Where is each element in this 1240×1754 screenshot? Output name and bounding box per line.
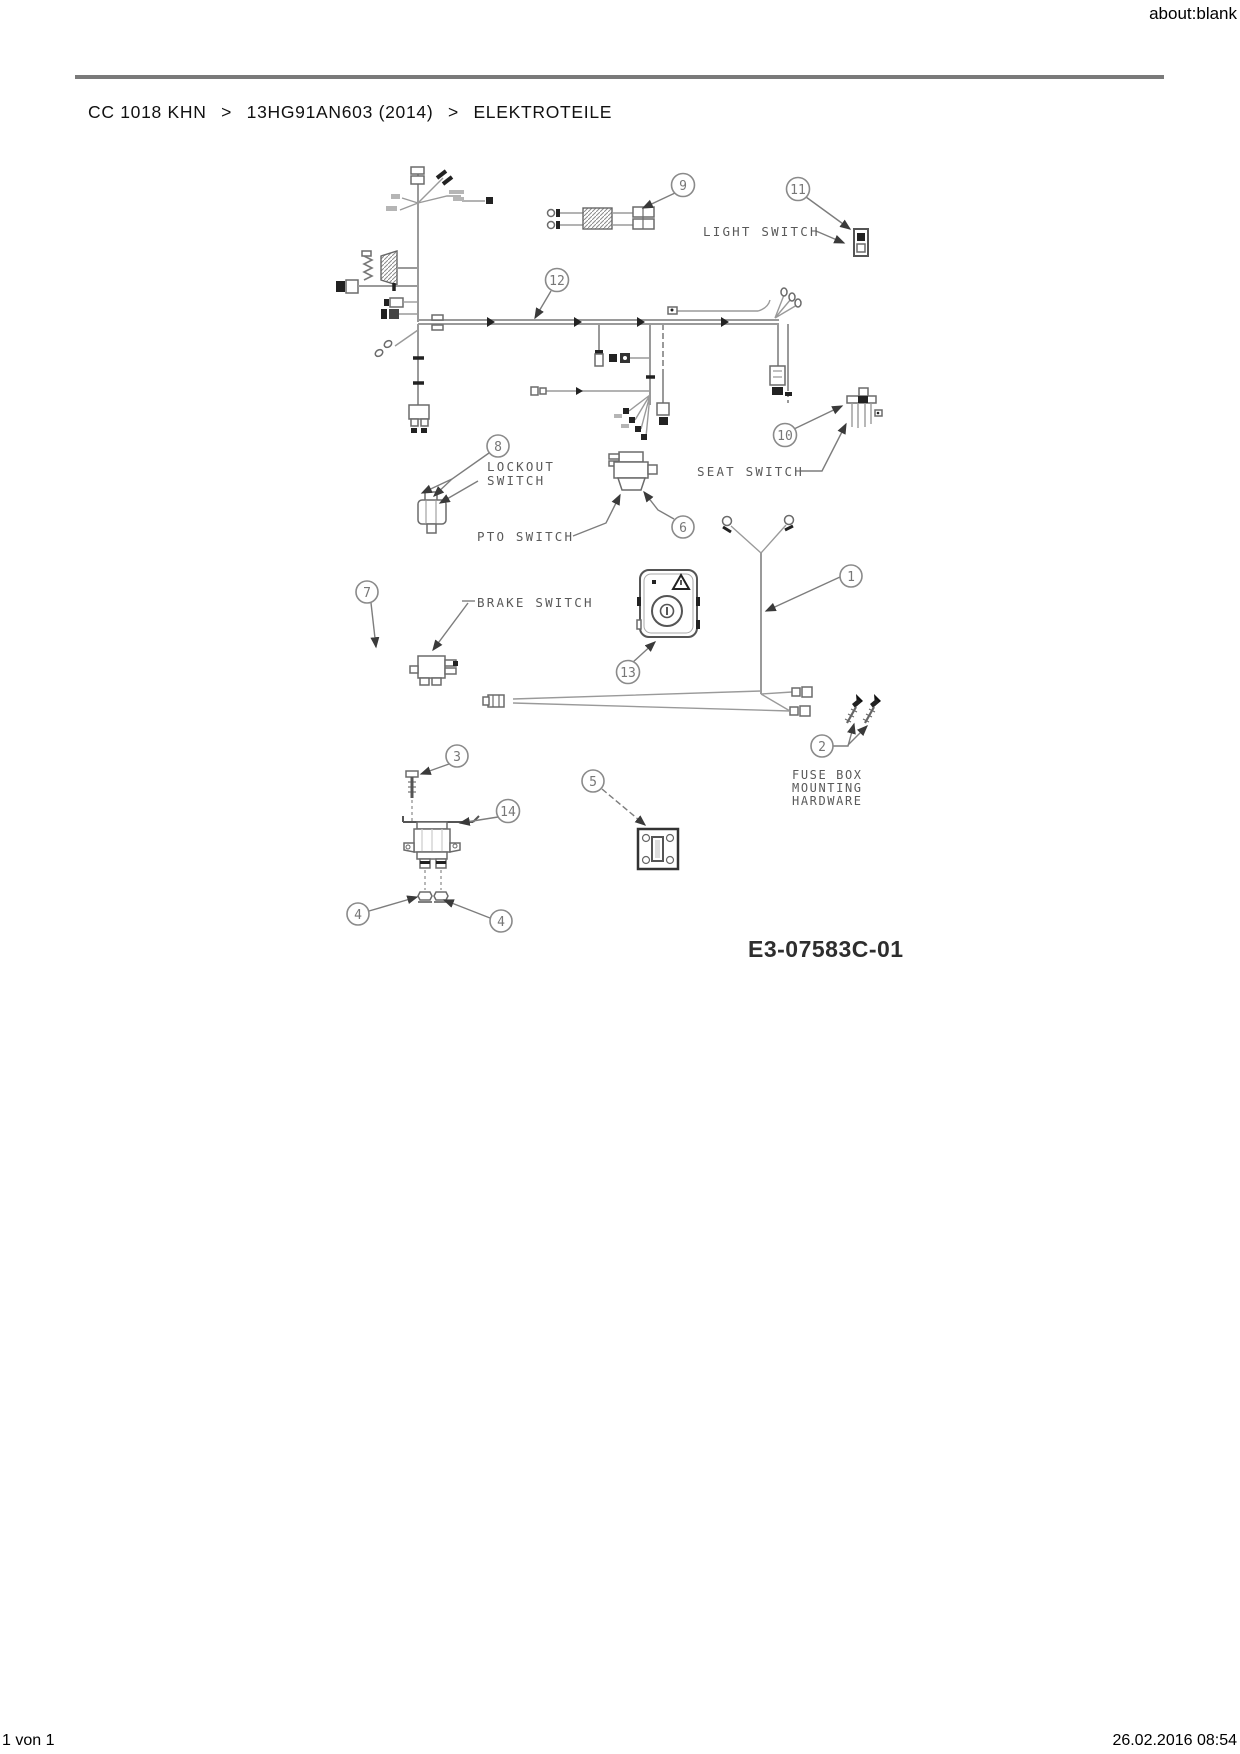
label-brake-switch: BRAKE SWITCH	[477, 595, 594, 610]
callout-7-number: 7	[363, 586, 371, 601]
callout-3-number: 3	[453, 750, 461, 765]
callout-12-number: 12	[549, 274, 565, 289]
callout-11	[787, 178, 810, 201]
callout-4-right-number: 4	[497, 915, 505, 930]
callout-3	[446, 745, 468, 767]
callout-8-number: 8	[494, 440, 502, 455]
fuse-box	[638, 829, 678, 869]
print-header-url: about:blank	[1149, 4, 1237, 23]
harness-branches	[531, 324, 669, 440]
label-fuse-box-line2: MOUNTING	[792, 781, 863, 795]
callout-9	[672, 174, 695, 197]
starter-relay-assembly	[403, 771, 479, 902]
callout-11-number: 11	[790, 183, 806, 198]
callout-4-left	[347, 903, 369, 925]
label-lockout-switch-line1: LOCKOUT	[487, 459, 556, 474]
callout-1-number: 1	[847, 570, 855, 585]
callout-13-number: 13	[620, 666, 636, 681]
breadcrumb-model: CC 1018 KHN	[88, 102, 207, 122]
label-pto-switch: PTO SWITCH	[477, 529, 575, 544]
callout-10	[774, 424, 797, 447]
callout-7	[356, 581, 378, 603]
callout-6	[672, 516, 694, 538]
pto-switch	[609, 452, 657, 490]
callout-2-number: 2	[818, 740, 826, 755]
mounting-screws	[845, 694, 881, 723]
breadcrumb-article: 13HG91AN603 (2014)	[246, 102, 434, 122]
label-fuse-box-line3: HARDWARE	[792, 794, 863, 808]
leader-lines	[369, 193, 867, 918]
print-footer-datetime: 26.02.2016 08:54	[1112, 1732, 1237, 1749]
callout-10-number: 10	[777, 429, 793, 444]
callout-14-number: 14	[500, 805, 516, 820]
callout-4-right	[490, 910, 512, 932]
callout-1	[840, 565, 862, 587]
callout-4-left-number: 4	[354, 908, 362, 923]
label-seat-switch: SEAT SWITCH	[697, 464, 804, 479]
label-fuse-box-line1: FUSE BOX	[792, 768, 863, 782]
harness-trunk	[336, 167, 493, 322]
label-lockout-switch-line2: SWITCH	[487, 473, 546, 488]
callout-2	[811, 735, 833, 757]
breadcrumb-separator: >	[221, 102, 233, 122]
callout-6-number: 6	[679, 521, 687, 536]
print-footer-page-count: 1 von 1	[2, 1732, 55, 1749]
callout-12	[546, 269, 569, 292]
breadcrumb-separator: >	[447, 102, 459, 122]
breadcrumb-section: ELEKTROTEILE	[473, 102, 613, 122]
callout-8	[487, 435, 509, 457]
callout-13	[617, 661, 640, 684]
harness-main-run	[374, 315, 779, 433]
harness-right-end	[668, 288, 801, 403]
ignition-switch-module	[637, 570, 700, 637]
seat-switch	[847, 388, 882, 428]
callout-14	[497, 800, 520, 823]
callout-5-number: 5	[589, 775, 597, 790]
label-light-switch: LIGHT SWITCH	[703, 224, 820, 239]
callout-5	[582, 770, 604, 792]
fuse-holder	[548, 207, 655, 229]
brake-switch	[410, 656, 458, 685]
light-switch	[854, 229, 868, 256]
diagram-part-number: E3-07583C-01	[748, 936, 904, 962]
lockout-switch	[418, 492, 446, 533]
callout-9-number: 9	[679, 179, 687, 194]
